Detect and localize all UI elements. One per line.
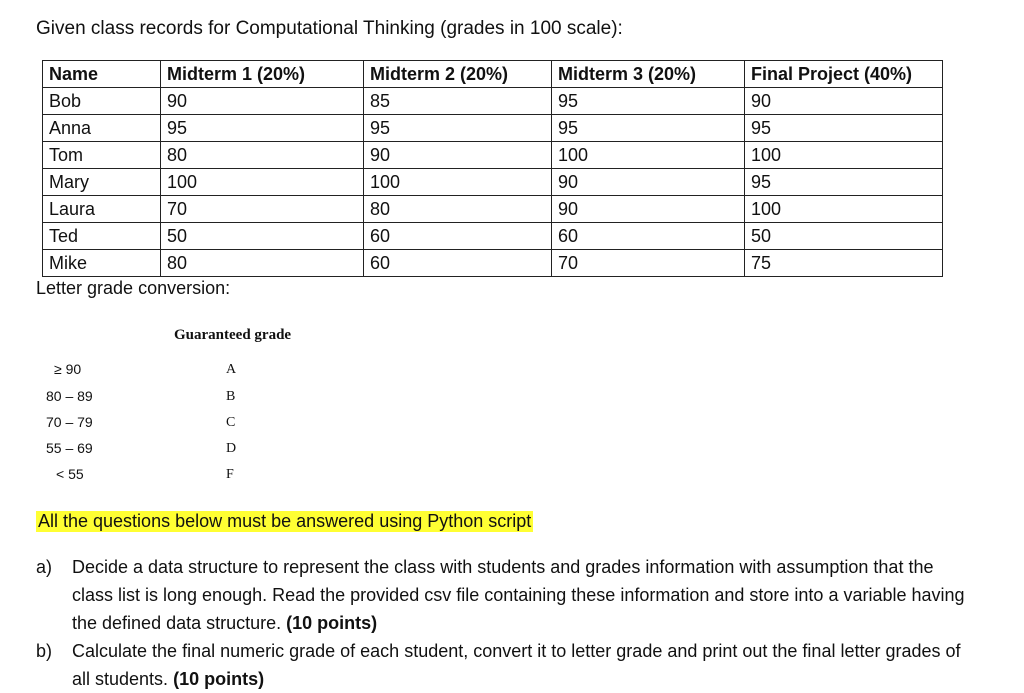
letter-grade: C	[226, 415, 236, 430]
guaranteed-grade-header: Guaranteed grade	[174, 327, 292, 343]
table-cell: 90	[552, 196, 745, 223]
question-points: (10 points)	[173, 669, 265, 689]
table-row	[43, 88, 943, 115]
table-cell: Anna	[43, 115, 161, 142]
table-cell: 80	[161, 250, 364, 277]
table-cell: 70	[161, 196, 364, 223]
grade-range: 55 – 69	[46, 440, 93, 456]
table-cell: 75	[745, 250, 943, 277]
question-label: b)	[36, 641, 53, 661]
table-cell: 100	[161, 169, 364, 196]
column-header: Midterm 2 (20%)	[364, 61, 552, 88]
column-header: Name	[43, 61, 161, 88]
table-row	[43, 196, 943, 223]
letter-grade: D	[226, 441, 237, 456]
grades-table	[42, 60, 943, 277]
table-cell: 90	[552, 169, 745, 196]
table-cell: 85	[364, 88, 552, 115]
table-cell: 100	[364, 169, 552, 196]
table-cell: 60	[364, 250, 552, 277]
table-row	[43, 169, 943, 196]
table-cell: 95	[552, 115, 745, 142]
table-cell: 90	[161, 88, 364, 115]
table-row	[43, 223, 943, 250]
table-row	[43, 142, 943, 169]
table-cell: 95	[364, 115, 552, 142]
column-header: Final Project (40%)	[745, 61, 943, 88]
question-text	[72, 553, 972, 637]
table-cell: Mike	[43, 250, 161, 277]
table-cell: 50	[745, 223, 943, 250]
table-cell: 80	[161, 142, 364, 169]
table-cell: Bob	[43, 88, 161, 115]
table-row	[43, 250, 943, 277]
conversion-title: Letter grade conversion:	[36, 278, 231, 298]
question-body: Calculate the final numeric grade of each student, convert it to letter grade and print out the final letter grades of all students.	[72, 641, 961, 689]
table-cell: 60	[364, 223, 552, 250]
letter-grade: F	[226, 467, 234, 482]
table-cell: Mary	[43, 169, 161, 196]
grade-range: < 55	[56, 466, 84, 482]
table-cell: 60	[552, 223, 745, 250]
grade-range: 70 – 79	[46, 414, 93, 430]
table-cell: Ted	[43, 223, 161, 250]
table-row	[43, 115, 943, 142]
table-cell: 50	[161, 223, 364, 250]
table-header-row	[43, 61, 943, 88]
column-header: Midterm 3 (20%)	[552, 61, 745, 88]
table-cell: 95	[161, 115, 364, 142]
grade-range: 80 – 89	[46, 388, 93, 404]
question-text	[72, 637, 972, 693]
question-body: Decide a data structure to represent the class with students and grades information with assumption that the class list is long enough. Read the provided csv file containing these information and store into a variable having the defined data structure.	[72, 557, 965, 633]
letter-grade: A	[226, 362, 237, 377]
table-cell: 100	[745, 142, 943, 169]
instruction-highlight: All the questions below must be answered using Python script	[38, 511, 532, 531]
question-label: a)	[36, 557, 53, 577]
table-cell: 90	[364, 142, 552, 169]
table-cell: 100	[552, 142, 745, 169]
table-cell: 95	[552, 88, 745, 115]
table-cell: 90	[745, 88, 943, 115]
question-points: (10 points)	[286, 613, 378, 633]
table-cell: 95	[745, 115, 943, 142]
letter-grade: B	[226, 389, 236, 404]
column-header: Midterm 1 (20%)	[161, 61, 364, 88]
table-cell: 95	[745, 169, 943, 196]
intro-text: Given class records for Computational Thinking (grades in 100 scale):	[36, 18, 623, 39]
table-cell: Laura	[43, 196, 161, 223]
table-cell: 100	[745, 196, 943, 223]
table-cell: Tom	[43, 142, 161, 169]
grade-range: ≥ 90	[54, 361, 82, 377]
table-cell: 70	[552, 250, 745, 277]
table-cell: 80	[364, 196, 552, 223]
